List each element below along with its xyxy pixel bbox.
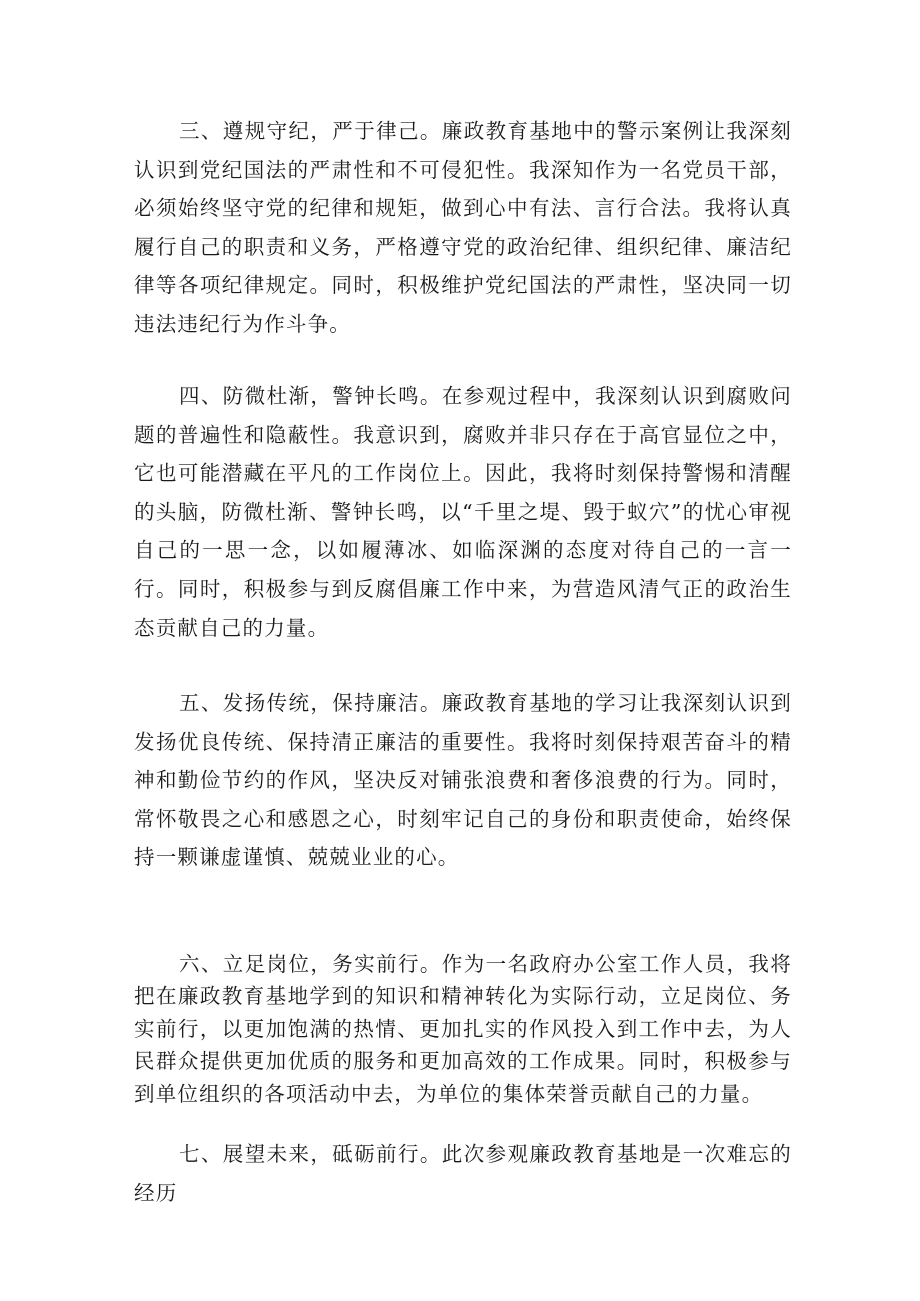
paragraph-prevent-early: 四、防微杜渐，警钟长鸣。在参观过程中，我深刻认识到腐败问题的普遍性和隐蔽性。我意识到，腐败并非只存在于高官显位之中，它也可能潜藏在平凡的工作岗位上。因此，我将时刻保持警惕和清醒的头脑，防微杜渐、警钟长鸣，以“千里之堤、毁于蚁穴”的忧心审视自己的一思一念，以如履薄冰、如临深渊的态度对待自己的一言一行。同时，积极参与到反腐倡廉工作中来，为营造风清气正的政治生态贡献自己的力量。 — [134, 384, 792, 640]
paragraph-carry-tradition: 五、发扬传统，保持廉洁。廉政教育基地的学习让我深刻认识到发扬优良传统、保持清正廉洁的重要性。我将时刻保持艰苦奋斗的精神和勤俭节约的作风，坚决反对铺张浪费和奢侈浪费的行为。同时，常怀敬畏之心和感恩之心，时刻牢记自己的身份和职责使命，始终保持一颗谦虚谨慎、兢兢业业的心。 — [134, 691, 792, 870]
paragraph-based-on-post: 六、立足岗位，务实前行。作为一名政府办公室工作人员，我将把在廉政教育基地学到的知识和精神转化为实际行动，立足岗位、务实前行，以更加饱满的热情、更加扎实的作风投入到工作中去，为人民群众提供更加优质的服务和更加高效的工作成果。同时，积极参与到单位组织的各项活动中去，为单位的集体荣誉贡献自己的力量。 — [134, 952, 792, 1106]
paragraph-look-ahead: 七、展望未来，砥砺前行。此次参观廉政教育基地是一次难忘的经历 — [134, 1142, 792, 1205]
paragraph-compliance-discipline: 三、遵规守纪，严于律己。廉政教育基地中的警示案例让我深刻认识到党纪国法的严肃性和不可侵犯性。我深知作为一名党员干部，必须始终坚守党的纪律和规矩，做到心中有法、言行合法。我将认真履行自己的职责和义务，严格遵守党的政治纪律、组织纪律、廉洁纪律等各项纪律规定。同时，积极维护党纪国法的严肃性，坚决同一切违法违纪行为作斗争。 — [134, 119, 792, 336]
